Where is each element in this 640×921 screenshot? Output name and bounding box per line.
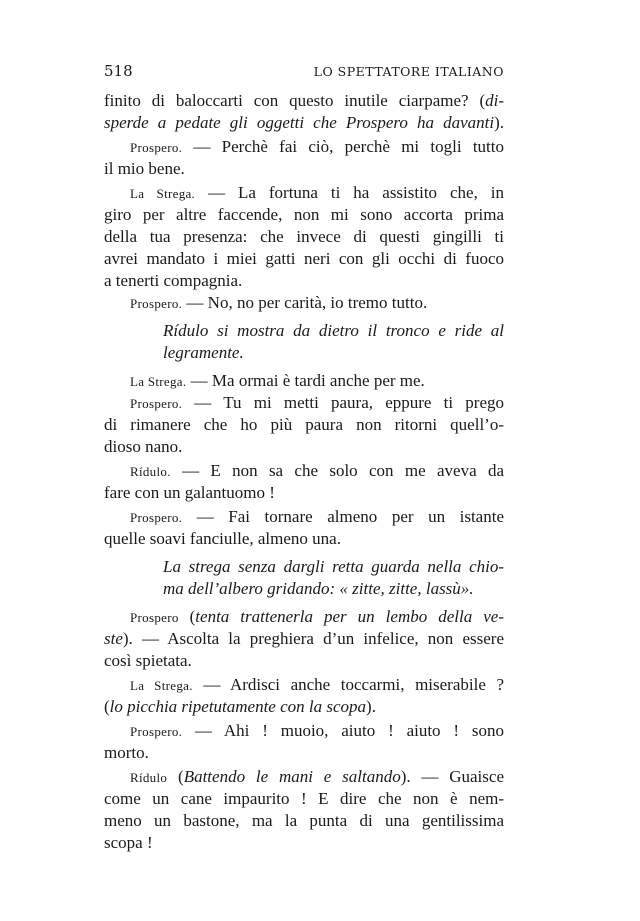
dialogue-line: La Strega. — La fortuna ti ha assistito che, in [130,183,505,202]
text-line: ste). — Ascolta la preghiera d’un infelice, non essere [104,629,504,648]
text-line: così spietata. [104,651,192,670]
text-line: finito di baloccarti con questo inutile ciarpame? (di- [104,91,504,110]
text-line: a tenerti compagnia. [104,271,243,290]
page-number: 518 [104,62,133,80]
text-line: di rimanere che ho più paura non ritorni quell’o- [104,415,504,434]
stage-direction-line: La strega senza dargli retta guarda nella chio- [163,557,504,576]
text-line: dioso nano. [104,437,183,456]
speaker-name: Rídulo. [130,464,171,479]
speaker-name: La Strega. [130,678,193,693]
dialogue-line: Rídulo. — E non sa che solo con me aveva da [130,461,504,480]
stage-direction-line: (lo picchia ripetutamente con la scopa). [104,697,376,716]
dialogue-line: Prospero (tenta trattenerla per un lembo della ve- [130,607,504,626]
dialogue-line: Rídulo (Battendo le mani e saltando). — Guaisce [130,767,504,786]
dialogue-line: La Strega. — Ma ormai è tardi anche per me. [130,371,425,390]
text-line: fare con un galantuomo ! [104,483,275,502]
text-line: morto. [104,743,149,762]
text-line: meno un bastone, ma la punta di una gentilissima [104,811,504,830]
speaker-name: Prospero. [130,724,183,739]
speaker-name: Prospero. [130,296,183,311]
speaker-name: Prospero. [130,510,183,525]
dialogue-line: Prospero. — No, no per carità, io tremo tutto. [130,293,428,312]
dialogue-line: Prospero. — Fai tornare almeno per un istante [130,507,504,526]
stage-direction-line: sperde a pedate gli oggetti che Prospero ha davanti). [104,113,504,132]
running-header [104,62,504,82]
stage-direction-line: ma dell’albero gridando: « zitte, zitte, lassù». [163,579,474,598]
speaker-name: La Strega. [130,374,187,389]
speaker-name: Prospero. [130,140,183,155]
text-line: scopa ! [104,833,153,852]
text-line: avrei mandato i miei gatti neri con gli occhi di fuoco [104,249,504,268]
text-line: quelle soavi fanciulle, almeno una. [104,529,341,548]
text-line: giro per altre faccende, non mi sono accorta prima [104,205,504,224]
speaker-name: Prospero. [130,396,183,411]
dialogue-line: La Strega. — Ardisci anche toccarmi, miserabile ? [130,675,505,694]
speaker-name: Prospero [130,610,179,625]
speaker-name: La Strega. [130,186,196,201]
text-line: il mio bene. [104,159,185,178]
dialogue-line: Prospero. — Tu mi metti paura, eppure ti prego [130,393,504,412]
stage-direction-line: Rídulo si mostra da dietro il tronco e ride al [163,321,504,340]
text-line: come un cane impaurito ! E dire che non è nem- [104,789,504,808]
speaker-name: Rídulo [130,770,168,785]
dialogue-line: Prospero. — Perchè fai ciò, perchè mi togli tutto [130,137,504,156]
stage-direction-line: legramente. [163,343,244,362]
text-line: della tua presenza: che invece di questi gingilli ti [104,227,504,246]
running-title: LO SPETTATORE ITALIANO [313,64,504,79]
dialogue-line: Prospero. — Ahi ! muoio, aiuto ! aiuto ! sono [130,721,504,740]
